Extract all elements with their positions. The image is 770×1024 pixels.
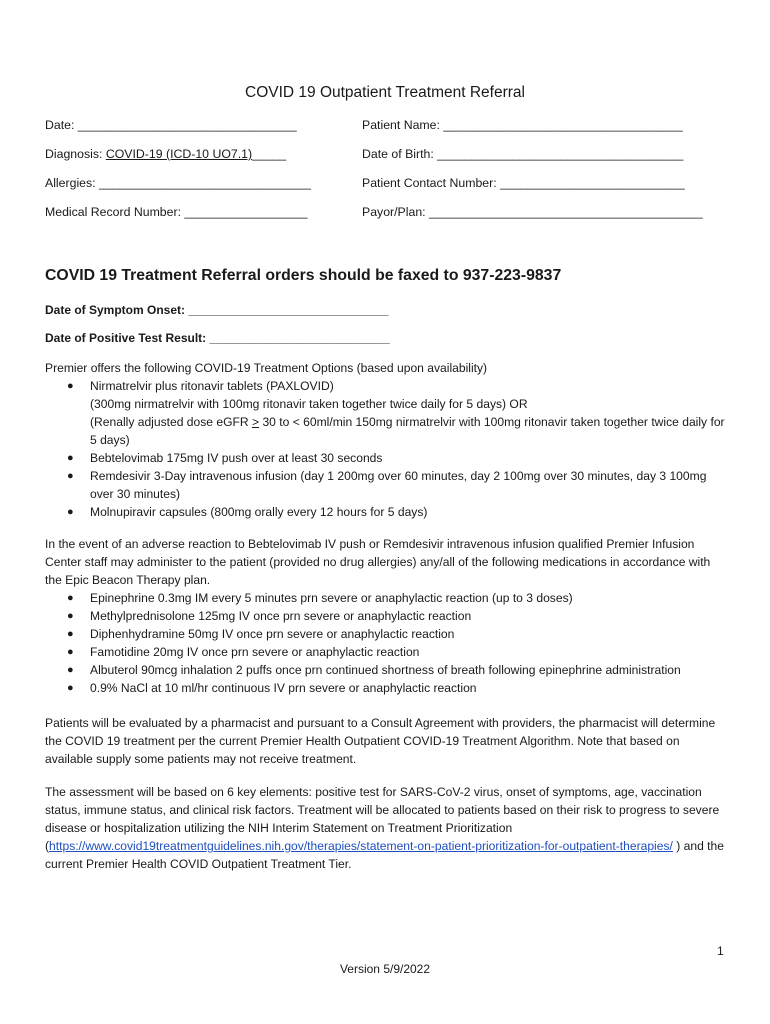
list-item <box>45 449 725 467</box>
page-number: 1 <box>717 944 724 958</box>
version-label: Version 5/9/2022 <box>339 962 431 976</box>
bullet-icon: ● <box>67 628 74 640</box>
nih-guidelines-link[interactable]: https://www.covid19treatmentguidelines.nih.gov/therapies/statement-on-patient-prioritization-for-outpatient-therapies/ <box>49 839 673 853</box>
list-item <box>45 467 725 503</box>
fax-heading: COVID 19 Treatment Referral orders should be faxed to 937-223-9837 <box>45 267 562 284</box>
option-text: Bebtelovimab 175mg IV push over at least 30 seconds <box>90 451 383 465</box>
options-intro: Premier offers the following COVID-19 Treatment Options (based upon availability) <box>45 361 488 375</box>
payor-plan-field: Payor/Plan: ________________________________________ <box>362 205 703 219</box>
bullet-icon: ● <box>67 610 74 622</box>
document-title: COVID 19 Outpatient Treatment Referral <box>245 84 525 101</box>
symptom-onset-field: Date of Symptom Onset: ______________________________ <box>45 303 389 317</box>
date-field: Date: ________________________________ <box>45 118 297 132</box>
treatment-options-list <box>45 377 725 521</box>
medication-text: Albuterol 90mcg inhalation 2 puffs once prn continued shortness of breath following epinephrine administration <box>90 663 681 677</box>
medication-text: Methylprednisolone 125mg IV once prn severe or anaphylactic reaction <box>90 609 472 623</box>
medical-record-number-field: Medical Record Number: __________________ <box>45 205 308 219</box>
treatment-options-section <box>45 359 725 521</box>
list-item <box>45 643 725 661</box>
paxlovid-line2: (300mg nirmatrelvir with 100mg ritonavir taken together twice daily for 5 days) OR <box>90 397 528 411</box>
bullet-icon: ● <box>67 452 74 464</box>
option-text: Remdesivir 3-Day intravenous infusion (day 1 200mg over 60 minutes, day 2 100mg over 30 minutes, day 3 100mg over 30 minutes) <box>90 469 707 501</box>
bullet-icon: ● <box>67 682 74 694</box>
paxlovid-line3-post: 30 to < 60ml/min 150mg nirmatrelvir with 100mg ritonavir taken together twice daily for 5 days) <box>90 415 725 447</box>
assessment-body: The assessment will be based on 6 key elements: positive test for SARS-CoV-2 virus, onset of symptoms, age, vaccination status, immune status, and clinical risk factors. Treatment will be allocated to patients based on their risk to progress to severe disease or hospitalization utilizing the NIH Interim Statement on Treatment Prioritization ( <box>45 785 720 853</box>
paxlovid-line3 <box>90 413 725 449</box>
patient-name-field: Patient Name: ___________________________________ <box>362 118 683 132</box>
dob-field: Date of Birth: ____________________________________ <box>362 147 684 161</box>
paxlovid-line3-pre: (Renally adjusted dose eGFR <box>90 415 253 429</box>
diagnosis-label: Diagnosis: <box>45 147 106 161</box>
list-item <box>45 661 725 679</box>
ge-symbol: > <box>252 415 260 429</box>
assessment-text <box>45 783 725 873</box>
bullet-icon: ● <box>67 470 74 482</box>
list-item <box>45 589 725 607</box>
medication-text: Epinephrine 0.3mg IM every 5 minutes prn severe or anaphylactic reaction (up to 3 doses) <box>90 591 573 605</box>
bullet-icon: ● <box>67 380 74 392</box>
list-item <box>45 607 725 625</box>
pharmacist-paragraph <box>45 714 725 768</box>
list-item <box>45 679 725 697</box>
adverse-reaction-section <box>45 535 725 697</box>
diagnosis-value: COVID-19 (ICD-10 UO7.1) <box>105 147 253 161</box>
allergies-field: Allergies: _______________________________ <box>45 176 311 190</box>
diagnosis-blank: _____ <box>252 147 287 161</box>
list-item <box>45 625 725 643</box>
bullet-icon: ● <box>67 592 74 604</box>
positive-test-field: Date of Positive Test Result: ___________________________ <box>45 331 390 345</box>
medication-text: 0.9% NaCl at 10 ml/hr continuous IV prn severe or anaphylactic reaction <box>90 681 477 695</box>
pharmacist-text: Patients will be evaluated by a pharmacist and pursuant to a Consult Agreement with providers, the pharmacist will determine the COVID 19 treatment per the current Premier Health Outpatient COVID-19 Treatment Algorithm. Note that based on available supply some patients may not receive treatment. <box>45 716 716 766</box>
diagnosis-field <box>45 147 286 161</box>
bullet-icon: ● <box>67 646 74 658</box>
bullet-icon: ● <box>67 664 74 676</box>
list-item <box>45 503 725 521</box>
bullet-icon: ● <box>67 506 74 518</box>
medications-list <box>45 589 725 697</box>
paxlovid-line1: Nirmatrelvir plus ritonavir tablets (PAXLOVID) <box>90 379 334 393</box>
adverse-intro: In the event of an adverse reaction to Bebtelovimab IV push or Remdesivir intravenous infusion qualified Premier Infusion Center staff may administer to the patient (provided no drug allergies) any/all of the following medications in accordance with the Epic Beacon Therapy plan. <box>45 537 711 587</box>
assessment-paragraph <box>45 783 725 873</box>
medication-text: Diphenhydramine 50mg IV once prn severe or anaphylactic reaction <box>90 627 455 641</box>
list-item <box>45 377 725 449</box>
medication-text: Famotidine 20mg IV once prn severe or anaphylactic reaction <box>90 645 420 659</box>
assessment-tail: ) and the current Premier Health COVID Outpatient Treatment Tier. <box>45 839 724 871</box>
contact-number-field: Patient Contact Number: ___________________________ <box>362 176 685 190</box>
option-text: Molnupiravir capsules (800mg orally every 12 hours for 5 days) <box>90 505 428 519</box>
